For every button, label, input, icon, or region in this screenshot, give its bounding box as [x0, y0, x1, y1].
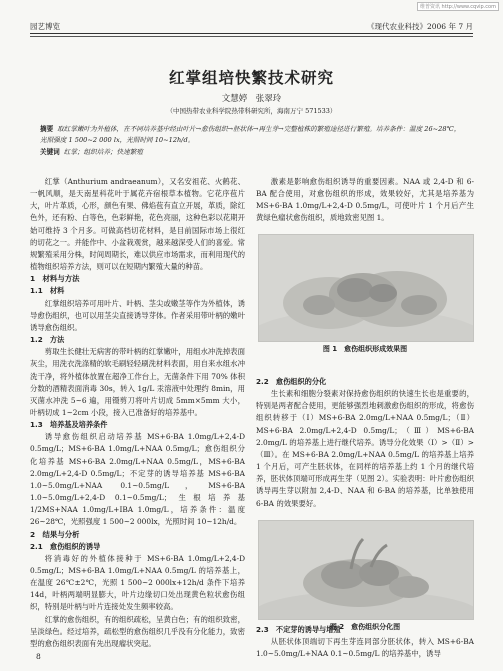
- page-number: 8: [36, 652, 41, 661]
- subsection-heading-bud-induction: 2.3 不定芽的诱导与增殖: [256, 625, 341, 634]
- differentiation-photo-image: [259, 521, 473, 619]
- intro-paragraph: 红掌（Anthurium andraeanum），又名安祖花、火鹤花、一帆风顺，是天南星科花叶于属花卉宿根草本植物。它花序苞片大，叶片革质，心形，颜色有果、佛焰苞有直立开展，革质，除红色外，还有粉、白等色，色彩鲜艳，花色亮丽，这种色彩以花期开始可维持 3 个月多。可做高档切花材料，是目前国际市场上很红的切花之一。并能作中、小盆栽观赏，越来越深受人们的喜爱。常规繁殖采用分株，时间周期长，难以供应市场需求，而利用现代的植物组织培养方法，则可以在短期内繁殖大量的种苗。: [30, 177, 245, 272]
- header-section: 园艺博览: [30, 21, 60, 31]
- header-rule-thin: [30, 36, 473, 37]
- subsection-heading-methods: 1.2 方法: [30, 335, 65, 345]
- callus-induction-paragraph: 将消毒好的外植体接种于 MS+6-BA 1.0mg/L+2,4-D 0.5mg/L；MS+6-BA 1.0mg/L+NAA 0.5mg/L 的培养基上，在温度 26℃±2℃，光照 1 500~2 000lx+12h/d 条件下培养 14d，叶柄两端明显膨大，叶片边缘切口处出现黄色粒状愈伤组织，特别是叶柄与叶片连接处发生频率较高。: [30, 553, 245, 612]
- differentiation-paragraph: 生长素和细胞分裂素对保持愈伤组织的快速生长也是重要的，特别是两者配合使用，更能够强烈地刺激愈伤组织的形成，将愈伤组织转移于（Ⅰ）MS+6-BA 2.0mg/L+NAA 0.5mg/L；（Ⅱ）MS+6-BA 2.0mg/L+2,4-D 0.5mg/L；（Ⅲ）MS+6-BA 2.0mg/L 的培养基上进行继代培养。诱导分化效果（Ⅰ）>（Ⅱ）>（Ⅲ）。在 MS+6-BA 2.0mg/L+NAA 0.5mg/L 的培养基上培养 1 个月后，可产生胚状体，在同样的培养基上约 1 个月的继代培养，胚状体顶端可形成再生芽（见图 2）。实验表明：叶片愈伤组织诱导再生芽以附加 2,4-D、NAA 和 6-BA 的培养基，比单独使用 6-BA 的效果要好。: [256, 389, 474, 508]
- callus-type-paragraph: 红掌的愈伤组织，有的组织疏松，呈黄白色；有的组织致密，呈淡绿色。经过培养，疏松型的愈伤组织几乎没有分化能力，致密型的愈伤组织表面有先出现瘤状突起。: [30, 614, 245, 648]
- subsection-heading-callus-induction: 2.1 愈伤组织的诱导: [30, 541, 101, 551]
- keywords: [40, 147, 463, 157]
- running-header: [30, 20, 473, 32]
- keywords-label: 关键词: [40, 148, 60, 156]
- right-column-middle: [256, 376, 474, 510]
- abstract-text: 取红掌嫩叶为外植体，在不同培养基中经由叶片→愈伤组织→胚状体→再生芽→完整植株的繁殖途径进行繁殖。培养条件：温度 26~28℃，光照强度 1 500~2 000 lx，光照时间 10~12h/d。: [40, 125, 461, 144]
- abstract: [40, 124, 463, 145]
- watermark: 维普资讯 http://www.cqvip.com: [417, 2, 499, 11]
- callus-photo-image: [259, 235, 473, 341]
- article-title: 红掌组培快繁技术研究: [168, 69, 334, 87]
- section-heading-results: 2 结果与分析: [30, 529, 80, 539]
- materials-paragraph: 红掌组织培养可用叶片、叶柄、茎尖或嫩茎等作为外植体，诱导愈伤组织，也可以用茎尖直接诱导芽体。作者采用带叶柄的嫩叶诱导愈伤组织。: [30, 298, 245, 332]
- authors: 文慧婷 张翠玲: [221, 94, 282, 104]
- media-paragraph: 诱导愈伤组织启动培养基 MS+6-BA 1.0mg/L+2,4-D 0.5mg/L；MS+6-BA 1.0mg/L+NAA 0.5mg/L；愈伤组织分化培养基 MS+6-BA 2.0mg/L+NAA 0.5mg/L，MS+6-BA 2.0mg/L+2,4-D 0.5mg/L；不定芽的诱导培养基 MS+6-BA 1.0~5.0mg/L+NAA 0.1~0.5mg/L，MS+6-BA 1.0~5.0mg/L+2,4-D 0.1~0.5mg/L；生根培养基 1/2MS+NAA 1.0mg/L+IBA 1.0mg/L，培养条件：温度 26~28℃，光照强度 1 500~2 000lx，光照时间 10~12h/d。: [30, 432, 245, 527]
- figure-1-photo: [258, 234, 474, 342]
- subsection-heading-callus-differentiation: 2.2 愈伤组织的分化: [256, 377, 327, 386]
- header-journal: 《现代农业科技》2006 年 7 月: [366, 21, 473, 31]
- header-rule: [30, 33, 473, 34]
- figure-2-photo: [258, 520, 474, 620]
- figure-1-caption: 图 1 愈伤组织形成效果图: [322, 345, 408, 353]
- subsection-heading-materials: 1.1 材料: [30, 286, 65, 296]
- keywords-text: 红掌；组织培养；快速繁殖: [63, 148, 143, 156]
- right-column-top: [256, 176, 474, 225]
- subsection-heading-media: 1.3 培养基及培养条件: [30, 420, 108, 430]
- abstract-label: 摘要: [40, 125, 54, 133]
- figure-2-caption: 图 2 愈伤组织分化图: [329, 623, 401, 631]
- bud-induction-paragraph: 从胚状体顶端切下再生芽连同部分胚状体，转入 MS+6-BA 1.0~5.0mg/L+NAA 0.1~0.5mg/L 的培养基中，诱导: [256, 637, 474, 659]
- affiliation: （中国热带农业科学院热带科研究所，海南万宁 571533）: [166, 107, 337, 115]
- left-column: [30, 176, 245, 650]
- methods-paragraph: 剪取生长健壮无病害的带叶柄的红掌嫩叶，用组水冲洗掉表面灰尘，用洗衣洗涤精的软毛刷轻轻刷洗材料表面，用自来水组水冲洗干净，将外植体放置在超净工作台上，无菌条件下用 70% 体积分数的酒精表面消毒 30s，转入 1g/L 汞溶液中处理约 8min，用灭菌水冲洗 5~6 遍，用镊剪刀将叶片切成 5mm×5mm 大小，叶柄切成 1~2cm 小段，接入已准备好的培养基中。: [30, 347, 245, 417]
- hormone-paragraph: 激素是影响愈伤组织诱导的重要因素。NAA 或 2,4-D 和 6-BA 配合使用，对愈伤组织的形成，效果较好，尤其是培养基为 MS+6-BA 1.0mg/L+2,4-D 0.5mg/L，可使叶片 1 个月后产生黄绿色瘤状愈伤组织，质地致密见图 1。: [256, 177, 474, 223]
- right-column-bottom: [256, 624, 474, 660]
- section-heading-materials-methods: 1 材料与方法: [30, 274, 80, 284]
